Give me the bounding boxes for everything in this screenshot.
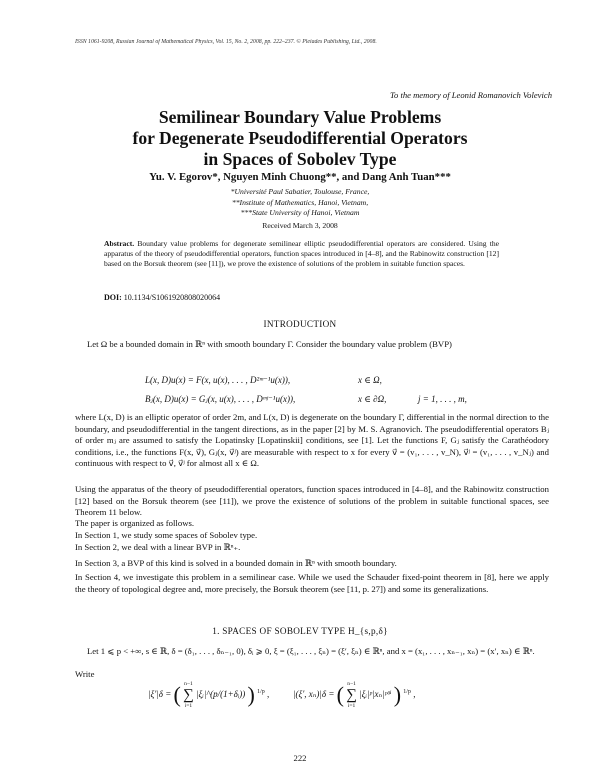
introduction-heading: INTRODUCTION	[263, 319, 337, 329]
right-paren-2: )	[393, 682, 402, 707]
left-paren-1: (	[173, 682, 181, 707]
abstract-label: Abstract.	[104, 239, 135, 248]
formula-2-lhs: |(ξ′, xₙ)|δ =	[293, 689, 335, 700]
formula-2-power: 1/p	[403, 689, 411, 696]
received-date: Received March 3, 2008	[262, 221, 338, 230]
sigma-2-icon: ∑	[346, 687, 357, 703]
title-line-1: Semilinear Boundary Value Problems	[158, 107, 442, 127]
paper-title	[0, 107, 600, 170]
formula-1-term: |ξᵢ|^(p/(1+δᵢ))	[196, 689, 246, 700]
title-line-2: for Degenerate Pseudodifferential Operators	[132, 128, 468, 148]
sum-2-lower: i=1	[347, 703, 356, 709]
intro-paragraph-8: In Section 4, we investigate this problem in a semilinear case. While we used the Schauder fixed-point theorem in [8], here we apply the theory of topological degree and, more precisely, the Borsuk theorem (see [11, p. 27]) and some its generalizations.	[75, 572, 549, 594]
affiliation-3: ***State University of Hanoi, Vietnam	[240, 208, 360, 218]
sum-2	[346, 680, 357, 710]
equation-2: Bⱼ(x, D)u(x) = Gⱼ(x, u(x), . . . , Dᵐʲ⁻¹u(x)),	[145, 394, 296, 404]
affiliations	[0, 187, 600, 219]
formula-xi-xn-norm: |(ξ′, xₙ)|δ = ( n−1 ∑ i=1 |ξᵢ|ᵖ|xₙ|ᵖᵟⁱ ) $^{1/p}$ ,	[293, 681, 416, 709]
section-1-paragraph: Let 1 ⩽ p < +∞, s ∈ ℝ, δ = (δ₁, . . . , δₙ₋₁, 0), δᵢ ⩾ 0, ξ = (ξ₁, . . . , ξₙ) = (ξ′, ξₙ) ∈ ℝⁿ, and x = (x₁, . . . , xₙ₋₁, xₙ) = (x′, xₙ) ∈ ℝⁿ.	[87, 646, 535, 656]
section-1-heading: 1. SPACES OF SOBOLEV TYPE H_{s,p,δ}	[212, 626, 388, 636]
intro-paragraph-4: The paper is organized as follows.	[75, 518, 195, 528]
doi	[104, 293, 220, 302]
journal-header: ISSN 1061-9208, Russian Journal of Mathematical Physics, Vol. 15, No. 2, 2008, pp. 222–237. © Pleiades Publishing, Ltd., 2008.	[75, 39, 377, 45]
page-number: 222	[293, 753, 307, 763]
authors: Yu. V. Egorov*, Nguyen Minh Chuong**, and Dang Anh Tuan***	[149, 171, 451, 183]
sum-1	[183, 680, 194, 710]
formula-1-power: 1/p	[257, 689, 265, 696]
doi-label: DOI:	[104, 293, 122, 302]
intro-paragraph-5: In Section 1, we study some spaces of Sobolev type.	[75, 530, 258, 540]
affiliation-1: *Université Paul Sabatier, Toulouse, France,	[230, 187, 370, 196]
sum-1-upper: n−1	[184, 681, 193, 687]
intro-paragraph-2: where L(x, D) is an elliptic operator of order 2m, and L(x, D) is degenerate on the boundary Γ, differential in the normal direction to the boundary, and pseudodifferential in the tangent directions, as in the paper [2] by M. S. Agranovich. The pseudodifferential operators Bⱼ of order mⱼ are assumed to satisfy the Lopatinsky [Lopatinskii] conditions, see [1]. Let the functions F, Gⱼ satisfy the Carathéodory conditions, i.e., the functions F(x, v⃗), Gⱼ(x, v⃗ʲ) are measurable with respect to x for every v⃗ = (v₁, . . . , v_N), v⃗ʲ = (v₁, . . . , v_Nⱼ) and continuous with respect to v⃗, v⃗ʲ for almost all x ∈ Ω.	[75, 412, 549, 468]
section-1-write: Write	[75, 669, 95, 679]
affiliation-2: **Institute of Mathematics, Hanoi, Vietnam,	[231, 197, 369, 207]
equation-1: L(x, D)u(x) = F(x, u(x), . . . , D²ᵐ⁻¹u(x)),	[145, 375, 291, 385]
sum-1-lower: i=1	[184, 703, 193, 709]
equation-1-condition: x ∈ Ω,	[358, 375, 382, 385]
equation-2-condition: x ∈ ∂Ω,	[358, 394, 387, 404]
intro-paragraph-1: Let Ω be a bounded domain in ℝⁿ with smooth boundary Γ. Consider the boundary value problem (BVP)	[87, 339, 452, 349]
intro-paragraph-7: In Section 3, a BVP of this kind is solved in a bounded domain in ℝⁿ with smooth boundary.	[75, 558, 397, 568]
abstract	[104, 239, 499, 269]
intro-paragraph-6: In Section 2, we deal with a linear BVP in ℝⁿ₊.	[75, 542, 241, 552]
formula-xi-prime-norm: |ξ′|δ = ( n−1 ∑ i=1 |ξᵢ|^(p/(1+δᵢ)) ) $^{1/p}$ ,	[148, 681, 270, 709]
right-paren-1: )	[247, 682, 255, 707]
abstract-text: Boundary value problems for degenerate semilinear elliptic pseudodifferential operators are considered. Using the apparatus of the theory of pseudodifferential operators, function spaces introduced in [4–8], and the Rabinowitz construction [12] based on the Borsuk theorem (see [11]), we prove the existence of solutions of the problem in suitable function spaces.	[104, 239, 499, 268]
intro-paragraph-3: Using the apparatus of the theory of pseudodifferential operators, function spaces introduced in [4–8], and the Rabinowitz construction [12] based on the Borsuk theorem (see [11]), we prove the existence of solutions of the problem in suitable functional spaces, see Theorem 11 below.	[75, 484, 549, 517]
formula-2-term: |ξᵢ|ᵖ|xₙ|ᵖᵟⁱ	[359, 689, 392, 700]
sum-2-upper: n−1	[347, 681, 356, 687]
left-paren-2: (	[336, 682, 344, 707]
formula-1-lhs: |ξ′|δ =	[148, 689, 172, 700]
title-line-3: in Spaces of Sobolev Type	[203, 149, 397, 169]
doi-value: 10.1134/S1061920808020064	[123, 293, 221, 302]
sigma-1-icon: ∑	[183, 687, 194, 703]
equation-2-range: j = 1, . . . , m,	[418, 394, 467, 404]
dedication: To the memory of Leonid Romanovich Volevich	[390, 90, 552, 100]
